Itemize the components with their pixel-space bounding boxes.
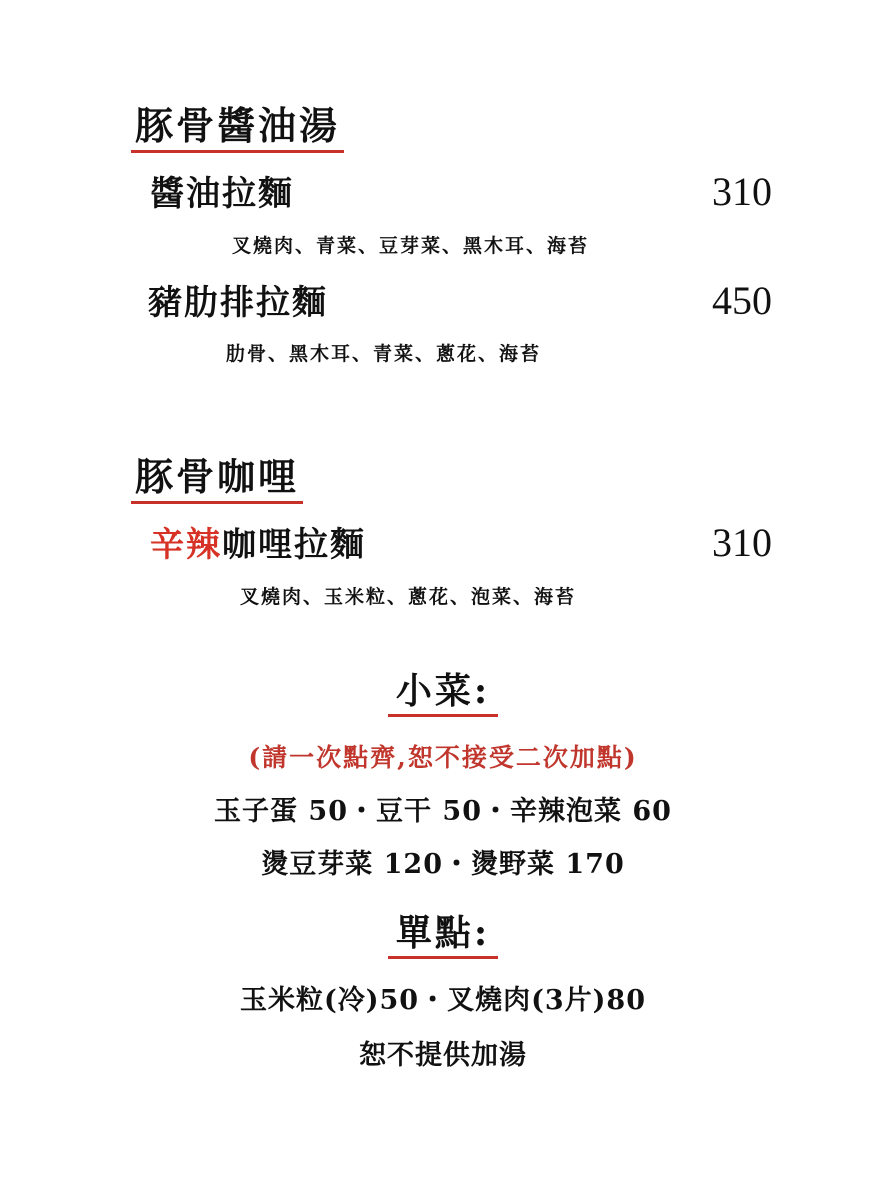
single-line: 玉米粒(冷)50・叉燒肉(3片)80 <box>239 985 647 1016</box>
menu-item-desc-pork-rib-ramen: 肋骨、黑木耳、青菜、蔥花、海苔 <box>226 343 542 365</box>
sides-line-2: 燙豆芽菜 120・燙野菜 170 <box>261 849 625 880</box>
curry-ramen-label: 咖哩拉麵 <box>222 525 366 565</box>
no-extra-soup-note: 恕不提供加湯 <box>359 1040 527 1071</box>
menu-item-desc-shoyu-ramen: 叉燒肉、青菜、豆芽菜、黑木耳、海苔 <box>232 235 590 257</box>
menu-item-name-shoyu-ramen: 醬油拉麵 <box>150 174 294 214</box>
menu-item-price-pork-rib-ramen: 450 <box>712 278 772 323</box>
sides-title-row <box>0 670 886 717</box>
sides-notice: (請一次點齊,恕不接受二次加點) <box>248 743 638 772</box>
spicy-label: 辛辣 <box>150 525 222 565</box>
menu-item-price-spicy-curry-ramen: 310 <box>712 520 772 565</box>
menu-item-name-pork-rib-ramen: 豬肋排拉麵 <box>148 283 328 323</box>
menu-item-price-shoyu-ramen: 310 <box>712 169 772 214</box>
sides-title: 小菜: <box>388 670 498 717</box>
sides-line-1: 玉子蛋 50・豆干 50・辛辣泡菜 60 <box>214 796 672 827</box>
section-title-tonkotsu-curry: 豚骨咖哩 <box>131 455 303 504</box>
section-title-tonkotsu-shoyu: 豚骨醬油湯 <box>131 104 344 153</box>
menu-item-desc-spicy-curry-ramen: 叉燒肉、玉米粒、蔥花、泡菜、海苔 <box>240 586 577 608</box>
single-title: 單點: <box>388 912 498 959</box>
single-title-row <box>0 912 886 959</box>
menu-item-name-spicy-curry-ramen <box>150 525 366 565</box>
